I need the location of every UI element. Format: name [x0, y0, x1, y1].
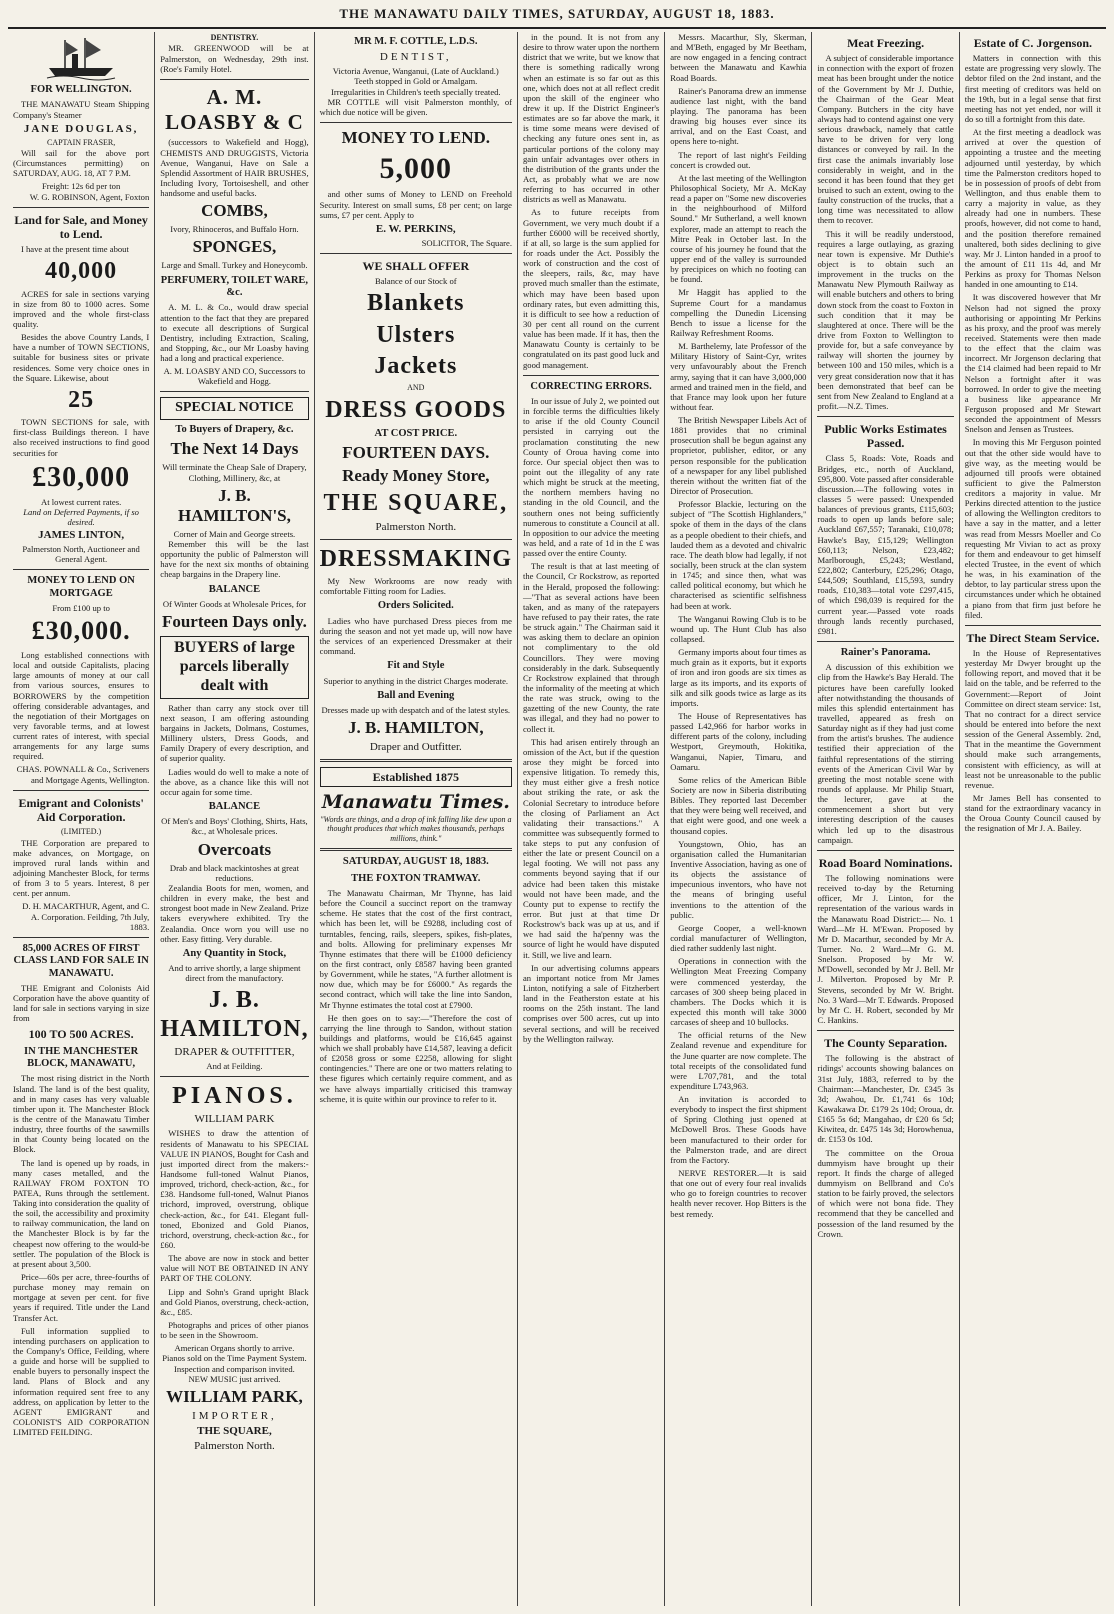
hamilton-sig: J. B. HAMILTON,	[348, 718, 484, 738]
ship-heading: FOR WELLINGTON.	[30, 84, 132, 95]
column-1	[8, 32, 155, 1606]
article-text-5: This had arisen entirely through an omission of the Act, but if the question arose they might be forced into expensive litigation. To remedy this, they must either give a fresh notice about striking the rate, or ask the Colonial Secretary to introduce before the closing of Parliament an Act validating their transactions." A committee was subsequently formed to take steps to put any confusion of either the late or present Council on a legal footing. We will not pass any comments beyond saying that if our advice had been taken this mistake would not have been made, and the County put to expense to rectify the error. But just at that time Dr Rockstrow's back was up at us, and if we had said the ha'penny was the source of light he would have disputed it. Still, we live and learn.	[522, 736, 660, 960]
news-item-14: George Cooper, a well-known cordial manufacturer of Wellington, died rather suddenly last night.	[670, 922, 807, 954]
tramway-text-1: The Manawatu Chairman, Mr Thynne, has laid before the Council a succinct report on the tramway scheme. He states that the cost of the first contract, which has been let, will be £9288, including cost of turntables, fencing, rails, sleepers, spikes, fish-plates, and bolts. Allowing for preliminary expenses Mr Thynne estimates that there will be £1000 deficiency on the first contract, only £8587 having been granted by Government, while he states, "A further allotment is now due, which may be for £6000." As regards the second contract, which will take the line into Sandon, Mr Thynne estimates the total cost at £7900.	[319, 887, 512, 1010]
column-6	[812, 32, 959, 1606]
meat-freezing-heading: Meat Freezing.	[847, 36, 925, 50]
block-text-4: Full information supplied to intending purchasers on application to the Company's Office, Feilding, where a guide and horse will be supplied to enable buyers to personally inspect the land. Plans of Block and any information required sent free to any address, on application by letter to the AGENT EMIGRANT and COLONIST'S AID CORPORATION LIMITED FEILDING.	[13, 1325, 150, 1438]
money-big: £30,000	[32, 461, 131, 493]
article-text-3: In our issue of July 2, we pointed out in forcible terms the difficulties likely to arise if the old County Council persisted in carrying out the proclamation constituting the new County of Oroua having come into force. Our special object then was to point out the illegality of any rate which might be struck at the meeting, the northern members having no standing in the old Council, and the southern ones not being sufficiently numerous to constitute a Council at all. In opposition to our advice the meeting was held, and a rate of 1d in the £ was passed over the entire County.	[522, 396, 660, 559]
divider	[160, 391, 308, 392]
news-item-10: Germany imports about four times as much grain as it exports, but it exports of iron and iron goods are six times as large as its imports, and its exports of silk and silk goods twice as large as its imports.	[670, 647, 807, 708]
overcoats-heading: Overcoats	[197, 839, 272, 859]
importer: IMPORTER,	[192, 1409, 277, 1422]
ball-evening: Ball and Evening	[377, 689, 455, 701]
news-item-11: The House of Representatives has passed L42,966 for harbor works in different parts of the colony, including Westport, Greymouth, Hokitika, Wanganui, Napier, Timaru, and Oamaru.	[670, 711, 807, 772]
steam-service-text: In the House of Representatives yesterday Mr Dwyer brought up the following report, and moved that it be laid on the table, and be referred to the Government:—Report of Joint Committee on direct steam service: 1st, That no contract for a direct service should be entered into before the next session of the General Assembly. 2nd, That in the meantime the Government should make such arrangements, consistent with efficiency, as will at least not be unreasonable to the public revenue.	[964, 648, 1101, 790]
acres-text: THE Emigrant and Colonists Aid Corporation have the above quantity of land for sale in sections varying in size from	[13, 982, 150, 1024]
next-14-text: Will terminate the Cheap Sale of Drapery, Clothing, Millinery, &c, at	[162, 462, 307, 483]
money-text: and other sums of Money to LEND on Freehold Security. Interest on small sums, £8 per cent; on large sums, £7 per cent. Apply to	[319, 189, 512, 220]
balance-heading: BALANCE	[208, 583, 261, 595]
county-text-1: The following is the abstract of ridings' accounts showing balances on 31st July, 1883, referred to by the Chairman:—Manchester, Dr. £345 3s 3d; Awahou, Dr. £1,741 6s 10d; Kawakawa Dr. £179 2s 10d; Oroua, dr. £165 5s 6d; Mangahao, dr £20 6s 5d; Kiwitea, dr. £475 14s 3d; Horowhenua, dr. £153 0s 10d.	[817, 1053, 954, 1145]
special-notice: SPECIAL NOTICE	[160, 397, 308, 420]
hamilton-heading: J. B. HAMILTON'S,	[177, 485, 291, 525]
the-square: THE SQUARE,	[323, 490, 509, 517]
photos-text: Photographs and prices of other pianos to be seen in the Showroom.	[160, 1319, 309, 1341]
land-text-2: ACRES for sale in sections varying in size from 80 to 1000 acres. Some improved and the whole first-class quality.	[13, 288, 150, 329]
sponges-heading: SPONGES,	[192, 237, 277, 257]
estate-heading: Estate of C. Jorgenson.	[973, 36, 1093, 50]
news-item-2: Rainer's Panorama drew an immense audience last night, with the band playing. The panorama has been drawing big houses ever since its arrival, and on the East Coast, and opens here to-night.	[670, 85, 807, 147]
divider	[817, 1030, 953, 1031]
block-text-1: The most rising district in the North Island. The land is of the best quality, and in many cases has very valuable timber upon it. The Manchester Block is the centre of the Manawatu Timber industry, three fourths of the sawmills in that County being located on the Block.	[13, 1073, 150, 1155]
divider	[817, 641, 953, 642]
orders-solicited: Orders Solicited.	[377, 600, 454, 612]
bell-text: Mr James Bell has consented to stand for the extraordinary vacancy in the Oroua County Council caused by the resignation of Mr J. A. Bailey.	[964, 793, 1101, 834]
news-item-3: The report of last night's Feilding concert is crowded out.	[670, 149, 807, 170]
draper-outfitter: DRAPER & OUTFITTER,	[174, 1046, 295, 1059]
tramway-text-2: He then goes on to say:—"Therefore the cost of carrying the line through to Sandon, without station buildings and platforms, would be £16,645 against which we shall probably have £14,587, leaving a deficit of £2058 gross or some £2258, allowing for slight contingencies." There are one or two matters relating to these figures which certainly require comment, and as we have always impartially criticised this tramway scheme, it is quite within our province to refer to it.	[319, 1012, 512, 1104]
masthead: THE MANAWATU DAILY TIMES, SATURDAY, AUGUST 18, 1883.	[8, 6, 1106, 29]
wishes-text: WISHES to draw the attention of residents of Manawatu to his SPECIAL VALUE IN PIANOS, Bought for Cash and just imported direct from the makers:- Handsome full-toned Walnut Pianos, improved, trichord, check-action, &c., for £38. Handsome full-toned, Walnut Pianos trichord, improved, overstrung, oblique check-action, &c., for £41. Elegant full-toned, Ebonized and Gold Pianos, trichord, overstrung, check-action &c., for £60.	[160, 1128, 309, 1250]
limited: (LIMITED.)	[61, 827, 102, 837]
captain: CAPTAIN FRASER,	[46, 137, 116, 147]
divider	[965, 625, 1101, 626]
hamilton-big: J. B. HAMILTON,	[160, 987, 309, 1042]
mortgage-big: £30,000.	[31, 616, 131, 646]
meat-text-1: A subject of considerable importance in connection with the export of frozen meat has been brought under the notice of the Government by Mr J. Duthie, the Chairman of the Gear Meat Company. Butchers in the city have always had to contend against one very serious drawback, namely that cattle have to be driven for very long distances or conveyed by rail. In the first case the animals invariably lose considerably in weight, and in the second it has been found that they get bruised to such an extent, owing to the faulty construction of the trucks, that a long time was necessitated to allow them to recover.	[817, 53, 954, 226]
rather-text: Rather than carry any stock over till next season, I am offering astounding bargains in Jackets, Dolmans, Costumes, Millinery ulsters, Dress Goods, and Family Drapery of every description, and of superior quality.	[160, 702, 309, 764]
loasby-text-2: A. M. L. & Co., would draw special attention to the fact that they are prepared to execute all descriptions of Surgical Dentistry, including Extraction, Scaling, and Stopping, &c., our Mr Loasby having had a long and practical experience.	[160, 302, 309, 364]
road-board-text: The following nominations were received to-day by the Returning officer, Mr J. Linton, for the representation of the various wards in the Manawatu Road District:— No. 1 Ward—Mr H. M'Ewan. Proposed by Mr D. Macarthur, seconded by Mr A. Turner. No. 2 Ward—Mr G. M. Snelson. Proposed by Mr W. M'Dowell, seconded by Mr J. Bell. Mr J. Milverton. Proposed by Mr P. Stevens, seconded by Mr W. Bright. No. 3 Ward—Mr T. Edwards. Proposed by Mr C. H. Robert, seconded by Mr C. Hankins.	[817, 872, 954, 1025]
mortgage-from: From £100 up to	[52, 603, 110, 614]
road-board-heading: Road Board Nominations.	[818, 855, 953, 870]
money-rates: At lowest current rates.	[41, 496, 122, 507]
divider	[13, 207, 149, 208]
divider	[160, 1076, 308, 1077]
fourteen-days: Fourteen Days only.	[161, 612, 307, 632]
irregularities-text: Irregularities in Children's teeth specially treated.	[331, 86, 501, 97]
next-14-days: The Next 14 Days	[170, 439, 299, 459]
lipp-text: Lipp and Sohn's Grand upright Black and Gold Pianos, overstrung, check-action, &c., £85.	[160, 1286, 309, 1317]
divider	[320, 759, 512, 762]
organs-text: American Organs shortly to arrive.	[174, 1343, 295, 1354]
divider	[13, 937, 149, 938]
greenwood-text: MR. GREENWOOD will be at Palmerston, on Wednesday, 29th inst. (Roe's Family Hotel.	[160, 43, 309, 74]
at-feilding: And at Feilding.	[206, 1061, 263, 1072]
public-works-text: Class 5, Roads: Vote, Roads and Bridges, etc., north of Auckland, £95,800. Vote passed after considerable discussion.—The following votes in classes 5 were passed: Unexpended balances of previous grants, £115,603; roads to open up lands before sale; Auckland £67,557; Taranaki, £10,078; Hawke's Bay, £15,129; Wellington £60,113; Nelson, £23,482; Marlborough, £5,243; Westland, £22,802; Canterbury, £25,296; Otago, £44,509; Southland, £15,593, sundry roads, £10,383—total vote £297,415, of which £98,039 is required for the current year.—Passed vote roads through lands recently purchased, £981.	[817, 453, 954, 636]
news-item-5: Mr Haggit has applied to the Supreme Court for a mandamus compelling the Dunedin Licensing Bench to issue a license for the Railway Refreshment Rooms.	[670, 287, 807, 338]
land-big-number: 40,000	[45, 258, 118, 285]
above-text: The above are now in stock and better value will NOT BE OBTAINED IN ANY PART OF THE COLONY.	[160, 1253, 309, 1284]
news-item-12: Some relics of the American Bible Society are now in Siberia distributing Bibles. They reported last December that they were being well received, and that eight were good, and one week a thousand copies.	[670, 774, 807, 836]
buyers-box: BUYERS of large parcels liberally dealt with	[160, 636, 308, 699]
news-item-8: Professor Blackie, lecturing on the subject of "The Scottish Highlanders," spoke of them in the days of the clans as a people obedient to their chiefs, and lauded them as a devoted and chivalric race. The death blow had legally, if not socially, been struck at the clan system in 1745; and since then, what was called political economy, but which he characterised as scientific selfishness had been at work.	[670, 499, 807, 611]
column-2	[155, 32, 314, 1606]
column-4	[518, 32, 665, 1606]
and-text: AND	[407, 383, 425, 393]
article-text-2: As to future receipts from Government, we very much doubt if a further £6000 will be received shortly, if at all, so large is the sum applied for for roads under the Act. Possibly the work of construction and the cost of the sleepers, rails, &c, may have proved much smaller than the estimate, which may have been based upon ordinary rates, but even admitting this, it is difficult to see how a reduction of 30 per cent all round on the current value has been made. If it has, then the Manawatu County is certainly to be congratulated on its past good luck and good management.	[522, 207, 660, 370]
manawatu-times-title: Manawatu Times.	[321, 791, 510, 814]
new-music: NEW MUSIC just arrived.	[188, 1373, 281, 1384]
divider	[320, 122, 512, 123]
steam-service-heading: The Direct Steam Service.	[966, 630, 1100, 645]
established: Established 1875	[320, 767, 512, 787]
divider	[160, 79, 308, 80]
column-3	[315, 32, 518, 1606]
ball-text: Dresses made up with despatch and of the latest styles.	[321, 705, 511, 716]
land-text-4: TOWN SECTIONS for sale, with first-class Buildings thereon. I have also received instructions to find good securities for	[13, 417, 150, 458]
estate-text-2: At the first meeting a deadlock was arrived at over the question of appointing a trustee and the meeting adjourned until yesterday, by which time the Palmerston creditors hoped to be in possession of proofs of debt from Wellington, and thus enable them to carry a majority in value, as they already had one in numbers. These proofs, however, did not come to hand, and the position therefore remained unaltered, both sides declining to give way. Mr J. Linton handed in a proof to the amount of £11 11s 4d, and Mr Perkins as proxy for Thomas Nelson handed in one amounting to £14.	[964, 127, 1101, 290]
article-text-1: in the pound. It is not from any desire to throw water upon the northern district that we write, but we know that there is something radically wrong when an estimate is so far out as this one, which does not at all reflect credit upon the skill of the engineer who drew it up. If the District Engineer's estimates are so far above the mark, it is time some means were devised of checking any future ones sent in, as particular portions of the colony may gain unfair advantages over others in the distribution of the grants under the Act, as probably what we are now referring to has occurred in other districts as well as Manawatu.	[522, 32, 660, 205]
block-text-2: The land is opened up by roads, in many cases metalled, and the RAILWAY FROM FOXTON TO PATEA, Runs through the settlement. Taking into consideration the quality of the soil, the accessibility and proximity to railway communication, the land on the Manchester Block is by far the cheapest now offering to the would-be settler. The population of the Block is at present about 3,500.	[13, 1157, 150, 1269]
public-works-heading: Public Works Estimates Passed.	[824, 422, 947, 451]
loasby-text: (successors to Wakefield and Hogg), CHEMISTS AND DRUGGISTS, Victoria Avenue, Wanganui, Have on Sale a Splendid Assortment of HAIR BRUSHES, Including Ivory, Tortoiseshell, and other handsome and useful backs.	[160, 137, 309, 199]
dress-goods: DRESS GOODS	[325, 396, 507, 423]
land-title: Land for Sale, and Money to Lend.	[14, 212, 148, 241]
news-item-16: The official returns of the New Zealand revenue and expenditure for the June quarter are now complete. The total receipts of the consolidated fund were L707,781, and the total expenditure L743,963.	[670, 1030, 807, 1091]
article-text-4: The result is that at last meeting of the Council, Cr Rockstrow, as reported in the Herald, proposed the following:—"That as several actions have been taken, and as many of the ratepayers have refused to pay their rates, the rate be struck again." The Chairman said it was asking them to declare an opinion not complimentary to the old Councillors. They were moving considerably in the dark. Subsequently Cr Rockstrow explained that through the informality of the meeting at which the rate was struck, owing to the gazetting of the new County, the rate was illegal, and they had no power to collect it.	[522, 561, 660, 734]
deferred-payments: Land on Deferred Payments, if so desired.	[23, 506, 139, 527]
dentistry-heading: DENTISTRY.	[210, 33, 259, 42]
hamilton-address: Corner of Main and George streets.	[173, 528, 296, 539]
divider	[817, 416, 953, 417]
combs-heading: COMBS,	[201, 201, 268, 221]
news-item-17: An invitation is accorded to everybody to inspect the first shipment of Spring Clothing just opened at McDowell Bros. These Goods have been manufactured to their order for the Palmerston trade, and are direct from the Factory.	[670, 1094, 807, 1165]
palmerston-north: Palmerston North.	[375, 520, 457, 533]
news-item-15: Operations in connection with the Wellington Meat Freezing Company were commenced yesterday, the carcases of 300 sheep being placed in chambers. The Docks which it is expected this month will take 3000 carcases of sheep and 10 bullocks.	[670, 956, 807, 1028]
news-item-4: At the last meeting of the Wellington Philosophical Society, Mr A. McKay read a paper on "Some new discoveries in the neighbourhood of Milford Sound." Mr Sutherland, a well known explorer, made an attempt to reach the Mitre Peak in October last. In the course of his journey he found that the upper end of the valley is surrounded by precipices on which no footing can be found.	[670, 172, 807, 285]
five-thousand: 5,000	[379, 152, 453, 186]
linton-title: Palmerston North, Auctioneer and General Agent.	[22, 544, 140, 565]
cottle-address: Victoria Avenue, Wanganui, (Late of Auckland.)	[332, 66, 499, 77]
linton-name: JAMES LINTON,	[38, 529, 125, 542]
perfumery: PERFUMERY, TOILET WARE, &c.	[160, 274, 309, 298]
inspection: Inspection and comparison invited.	[174, 1363, 295, 1374]
william-park: WILLIAM PARK	[194, 1113, 275, 1126]
acres-range: 100 TO 500 ACRES.	[28, 1027, 134, 1042]
shipping-agent: W. G. ROBINSON, Agent, Foxton	[29, 191, 150, 202]
land-text-3: Besides the above Country Lands, I have a number of TOWN SECTIONS, suitable for business sites or private residences. Some very choice ones in the Square. Likewise, about	[13, 332, 150, 383]
emigrant-title: Emigrant and Colonists' Aid Corporation.	[18, 795, 144, 824]
orders-text: Ladies who have purchased Dress pieces from me during the season and not yet made up, will now have the services of an experienced Dressmaker at their command.	[319, 615, 512, 657]
town-sections-number: 25	[68, 386, 95, 413]
time-payment: Pianos sold on the Time Payment System.	[162, 1353, 307, 1364]
divider	[523, 375, 659, 376]
fit-text: Superior to anything in the district Charges moderate.	[323, 675, 509, 686]
any-quantity-text: And to arrive shortly, a large shipment direct from the manufactory.	[168, 963, 301, 984]
ready-money-store: Ready Money Store,	[342, 466, 490, 486]
balance-text: Of Winter Goods at Wholesale Prices, for	[162, 598, 307, 609]
estate-text-4: In moving this Mr Ferguson pointed out that the other side would have to give way, as the meeting would be adjourned till proofs were obtained sufficient to give the Palmerston creditors a majority in value. Mr Perkins directed attention to the justice of allowing the Wellington creditors to have a say in the matter, and a letter was read from Messrs Moeller and Co requesting Mr Vivian to act as proxy for them and endeavour to get himself elected Trustee, in the event of which he was, in his examination of the debtor, to lay particular stress upon the circumstances under which he obtained a piano from that firm just before he filed.	[964, 437, 1101, 620]
the-square: THE SQUARE,	[197, 1424, 272, 1437]
overcoats-text: Drab and black mackintoshes at great reductions.	[169, 862, 299, 883]
fit-style: Fit and Style	[387, 660, 445, 672]
dentist-heading: DENTIST,	[379, 51, 452, 64]
combs-text: Ivory, Rhinoceros, and Buffalo Horn.	[170, 224, 299, 235]
jackets: Jackets	[374, 352, 458, 379]
divider	[13, 790, 149, 791]
blankets: Blankets	[367, 290, 465, 317]
correcting-errors-heading: CORRECTING ERRORS.	[530, 380, 652, 392]
zealandia-text: Zealandia Boots for men, women, and children in every make, the best and strongest boot made in New Zealand. Prize takers everywhere exhibited. Try the Zealandia. Once worn you will use no other. Easy fitting. Very durable.	[160, 882, 309, 944]
pianos-heading: PIANOS.	[172, 1083, 297, 1110]
issue-date: SATURDAY, AUGUST 18, 1883.	[342, 856, 489, 868]
perkins-title: SOLICITOR, The Square.	[421, 237, 512, 248]
workrooms-text: My New Workrooms are now ready with comfortable Fitting room for Ladies.	[319, 576, 512, 597]
dressmaking: DRESSMAKING	[319, 545, 512, 572]
divider	[320, 253, 512, 254]
balance-text-2: Of Men's and Boys' Clothing, Shirts, Hats, &c., at Wholesale prices.	[161, 816, 308, 837]
news-item-13: Youngstown, Ohio, has an organisation called the Humanitarian Inventive Association, having as one of its objects the assistance of impecunious inventors, who have not the means of bringing useful inventions to the attention of the public.	[670, 838, 807, 920]
ship-text: THE MANAWATU Steam Shipping Company's Steamer	[13, 99, 150, 120]
emigrant-text: THE Corporation are prepared to make advances, on Mortgage, on improved rural lands within and adjoining Manchester Block, for terms of from 3 to 5 years. Interest, 8 per cent. per annum.	[13, 837, 150, 899]
sponges-text: Large and Small. Turkey and Honeycomb.	[161, 260, 308, 271]
foxton-tramway-heading: THE FOXTON TRAMWAY.	[351, 872, 481, 884]
estate-text-1: Matters in connection with this estate are progressing very slowly. The debtor filed on the 2nd instant, and the first meeting of creditors was held on the 19th, but in a legal sense that first meeting has not yet ended, nor will it do so till a fortnight from this date.	[964, 53, 1101, 124]
news-item-1: Messrs. Macarthur, Sly, Skerman, and M'Beth, engaged by Mr Beetham, are now engaged in a fencing contract between the Manawatu and Kawhia Road Boards.	[670, 32, 807, 83]
acres-title: 85,000 ACRES OF FIRST CLASS LAND FOR SALE IN MANAWATU.	[13, 942, 149, 979]
ladies-text: Ladies would do well to make a note of the above, as a chance like this will not occur again for some time.	[160, 766, 309, 797]
balance-heading-2: BALANCE	[208, 800, 261, 812]
divider	[817, 850, 953, 851]
block-text-3: Price—60s per acre, three-fourths of purchase money may remain on mortgage at seven per cent. for five years if required. Title under the Land Transfer Act.	[13, 1272, 150, 1323]
county-text-2: The committee on the Oroua dummyism have brought up their report. It finds the charge of alleged dummyism on Bellbrand and Co's station to be fairly proved, the selectors of which were not bona fide. They recommend that they be cancelled and possession of the land resumed by the Crown.	[817, 1147, 954, 1239]
steamship-icon	[45, 36, 117, 80]
buyers-heading: To Buyers of Drapery, &c.	[175, 424, 294, 435]
loasby-signature: A. M. LOASBY AND CO, Successors to Wakefield and Hogg.	[163, 366, 306, 387]
column-7	[960, 32, 1106, 1606]
money-to-lend: MONEY TO LEND.	[341, 128, 491, 148]
column-5	[665, 32, 812, 1606]
cottle-visit: MR COTTLE will visit Palmerston monthly, of which due notice will be given.	[319, 96, 512, 117]
palmerston-north: Palmerston North.	[194, 1439, 275, 1452]
mortgage-text: Long established connections with local and outside Capitalists, placing large amounts of money at our call from various sources, ensures to BORROWERS by the competition offering considerable advantages, and the negotiation of their Mortgages on very favorable terms, and at lowest current rates of interest, with special arrangements for any large sums required.	[13, 649, 150, 762]
shall-offer: WE SHALL OFFER	[362, 259, 470, 274]
perkins-name: E. W. PERKINS,	[375, 222, 456, 235]
news-item-6: M. Barthelemy, late Professor of the Military History of Saint-Cyr, writes very unfavourably about the French army, saying that it can have 3,000,000 armed and trained men in the field, and that France may look upon her future without fear.	[670, 341, 807, 412]
news-item-7: The British Newspaper Libels Act of 1881 provides that no criminal prosecution shall be begun against any proprietor, publisher, editor, or any person responsible for the publication of a newspaper for any libel published therein without the written fiat of the Director of Prosecution.	[670, 415, 807, 497]
teeth-text: Teeth stopped in Gold or Amalgam.	[354, 76, 478, 87]
loasby-title: A. M. LOASBY & C	[165, 84, 304, 134]
remember-text: Remember this will be the last opportunity the public of Palmerston will have for the next six months of obtaining cheap bargains in the Drapery line.	[160, 538, 309, 580]
pownall: CHAS. POWNALL & Co., Scriveners and Mortgage Agents, Wellington.	[16, 764, 150, 785]
macarthur: D. H. MACARTHUR, Agent, and C. A. Corporation. Feilding, 7th July, 1883.	[22, 901, 150, 932]
article-text-6: In our advertising columns appears an important notice from Mr James Linton, notifying a sale of Fitzherbert land in the Featherston estate at his rooms on the 25th instant. The land comprises over 500 acres, cut up into several sections, and will be received by the Wellington railway.	[522, 962, 660, 1044]
block-title: IN THE MANCHESTER BLOCK, MANAWATU,	[24, 1045, 139, 1069]
ship-name: JANE DOUGLAS,	[23, 122, 139, 135]
any-quantity: Any Quantity in Stock,	[182, 947, 287, 959]
estate-text-3: It was discovered however that Mr Nelson had not signed the proxy authorising or appointing Mr Perkins as his proxy, and the proof was merely received. Statements were then made to the effect that the claim was incorrect. Mr Jorgenson declaring that the £14 claimed had been repaid to Mr Nelson a fortnight after it was borrowed. In order to give the meeting a business like appearance Mr Ferguson proposed and Mr Stewart seconded the appointment of Messrs Snelson and Jensen as Trustees.	[964, 292, 1101, 435]
offer-text: Balance of our Stock of	[374, 276, 457, 287]
meat-text-2: This it will be readily understood, requires a large outlaying, as grazing near town is expensive. Mr Duthie's object is to obtain such an improvement in the trucks on the Manawatu New Plymouth Railway as will enable butchers and others to bring down stock from the coast to Foxton in such condition that it may be slaughtered at once. There will be the drive from Foxton to Wellington to provide for, but a safe conveyance by railway will shorten the journey by between 100 and 150 miles, which is a very great consideration now that it has been demonstrated that beef can be sent from New Zealand to England at a profit.—N.Z. Times.	[817, 228, 954, 411]
ship-text-2: Will sail for the above port (Circumstances permitting) on SATURDAY, AUG. 18, AT 7 P.M.	[13, 148, 150, 179]
freight: Freight: 12s 6d per ton	[41, 181, 121, 192]
fourteen-days: FOURTEEN DAYS.	[342, 443, 490, 463]
news-item-18: NERVE RESTORER.—It is said that one out of every four real invalids who go to foreign countries to recover health never recover. Hop Bitters is the best remedy.	[670, 1168, 807, 1219]
county-separation-heading: The County Separation.	[824, 1036, 948, 1051]
divider	[320, 539, 512, 540]
motto: "Words are things, and a drop of ink falling like dew upon a thought produces that which makes thousands, perhaps millions, think."	[320, 814, 512, 843]
land-text: I have at the present time about	[21, 244, 129, 255]
cottle-heading: MR M. F. COTTLE, L.D.S.	[354, 36, 478, 47]
rainer-heading: Rainer's Panorama.	[840, 646, 931, 658]
mortgage-title: MONEY TO LEND ON MORTGAGE	[27, 575, 135, 599]
cost-price: AT COST PRICE.	[374, 428, 458, 439]
rainer-text: A discussion of this exhibition we clip from the Hawke's Bay Herald. The pictures have been carefully looked after notwithstanding the thousands of miles this splendid entertainment has travelled, appeared as fresh on Saturday night as if they had just come from the artist's brushes. The audience testified their appreciation of the faithful representations of the stirring events of the American Civil War by greeting the most notable scene with rounds of applause. Mr Philip Stuart, the lecturer, gave at the commencement a short but very interesting description of the causes which led up to the disastrous campaign.	[817, 662, 954, 845]
william-park-big: WILLIAM PARK,	[166, 1386, 303, 1406]
draper-sig: Draper and Outfitter.	[369, 741, 462, 754]
divider	[320, 848, 512, 851]
columns	[8, 32, 1106, 1606]
news-item-9: The Wanganui Rowing Club is to be wound up. The Hunt Club has also collapsed.	[670, 613, 807, 645]
ulsters: Ulsters	[376, 321, 456, 348]
divider	[13, 569, 149, 570]
